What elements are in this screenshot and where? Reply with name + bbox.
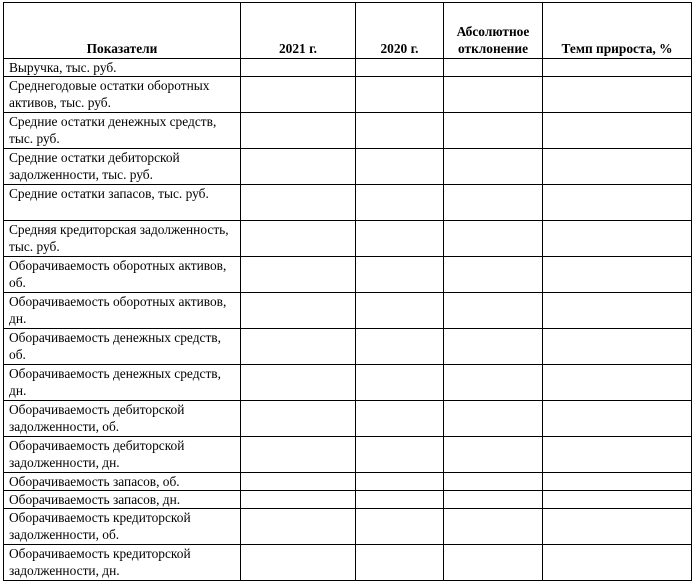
value-2021-cell[interactable] [241,77,356,113]
indicator-name-cell: Оборачиваемость оборотных активов, об. [4,257,241,293]
growth-rate-cell[interactable] [543,329,692,365]
table-row [4,545,692,581]
growth-rate-cell[interactable] [543,491,692,509]
table-row [4,365,692,401]
indicator-name-cell: Оборачиваемость оборотных активов, дн. [4,293,241,329]
value-2020-cell[interactable] [356,509,444,545]
value-2020-cell[interactable] [356,293,444,329]
header-2021: 2021 г. [241,3,356,59]
value-2021-cell[interactable] [241,185,356,221]
absolute-deviation-cell[interactable] [444,257,543,293]
value-2020-cell[interactable] [356,257,444,293]
absolute-deviation-cell[interactable] [444,491,543,509]
value-2020-cell[interactable] [356,473,444,491]
table-row [4,473,692,491]
growth-rate-cell[interactable] [543,257,692,293]
table-row [4,149,692,185]
table-row [4,509,692,545]
indicator-name-cell: Оборачиваемость запасов, дн. [4,491,241,509]
header-row [4,3,692,59]
document-page [3,2,692,581]
indicator-name-cell: Оборачиваемость запасов, об. [4,473,241,491]
absolute-deviation-cell[interactable] [444,59,543,77]
table-row [4,257,692,293]
value-2021-cell[interactable] [241,221,356,257]
growth-rate-cell[interactable] [543,185,692,221]
absolute-deviation-cell[interactable] [444,401,543,437]
value-2020-cell[interactable] [356,437,444,473]
indicator-name-cell: Оборачиваемость денежных средств, дн. [4,365,241,401]
value-2021-cell[interactable] [241,113,356,149]
growth-rate-cell[interactable] [543,77,692,113]
table-row [4,401,692,437]
growth-rate-cell[interactable] [543,293,692,329]
value-2020-cell[interactable] [356,59,444,77]
value-2021-cell[interactable] [241,365,356,401]
value-2020-cell[interactable] [356,185,444,221]
absolute-deviation-cell[interactable] [444,545,543,581]
table-row [4,185,692,221]
value-2020-cell[interactable] [356,77,444,113]
value-2021-cell[interactable] [241,257,356,293]
indicator-name-cell: Оборачиваемость дебиторской задолженности, дн. [4,437,241,473]
indicator-name-cell: Среднегодовые остатки оборотных активов, тыс. руб. [4,77,241,113]
absolute-deviation-cell[interactable] [444,329,543,365]
value-2021-cell[interactable] [241,473,356,491]
header-absolute-deviation: Абсолютное отклонение [444,3,543,59]
table-row [4,293,692,329]
indicator-name-cell: Средние остатки запасов, тыс. руб. [4,185,241,221]
growth-rate-cell[interactable] [543,473,692,491]
indicator-name-cell: Выручка, тыс. руб. [4,59,241,77]
value-2020-cell[interactable] [356,149,444,185]
value-2021-cell[interactable] [241,59,356,77]
absolute-deviation-cell[interactable] [444,473,543,491]
table-row [4,59,692,77]
growth-rate-cell[interactable] [543,509,692,545]
table-row [4,221,692,257]
value-2020-cell[interactable] [356,221,444,257]
indicator-name-cell: Оборачиваемость кредиторской задолженности, дн. [4,545,241,581]
absolute-deviation-cell[interactable] [444,185,543,221]
value-2020-cell[interactable] [356,401,444,437]
value-2021-cell[interactable] [241,545,356,581]
absolute-deviation-cell[interactable] [444,293,543,329]
table-row [4,77,692,113]
value-2021-cell[interactable] [241,437,356,473]
absolute-deviation-cell[interactable] [444,113,543,149]
absolute-deviation-cell[interactable] [444,509,543,545]
indicator-name-cell: Средние остатки дебиторской задолженности, тыс. руб. [4,149,241,185]
indicator-name-cell: Оборачиваемость кредиторской задолженности, об. [4,509,241,545]
growth-rate-cell[interactable] [543,149,692,185]
value-2021-cell[interactable] [241,329,356,365]
header-growth-rate: Темп прироста, % [543,3,692,59]
growth-rate-cell[interactable] [543,221,692,257]
value-2020-cell[interactable] [356,113,444,149]
value-2020-cell[interactable] [356,365,444,401]
absolute-deviation-cell[interactable] [444,365,543,401]
value-2021-cell[interactable] [241,401,356,437]
table-row [4,329,692,365]
table-row [4,491,692,509]
growth-rate-cell[interactable] [543,437,692,473]
header-indicators: Показатели [4,3,241,59]
absolute-deviation-cell[interactable] [444,149,543,185]
indicator-name-cell: Средняя кредиторская задолженность, тыс. руб. [4,221,241,257]
value-2020-cell[interactable] [356,545,444,581]
growth-rate-cell[interactable] [543,401,692,437]
indicators-table [3,2,692,581]
value-2021-cell[interactable] [241,293,356,329]
value-2021-cell[interactable] [241,509,356,545]
value-2020-cell[interactable] [356,329,444,365]
indicator-name-cell: Оборачиваемость дебиторской задолженности, об. [4,401,241,437]
indicator-name-cell: Средние остатки денежных средств, тыс. руб. [4,113,241,149]
indicator-name-cell: Оборачиваемость денежных средств, об. [4,329,241,365]
table-row [4,437,692,473]
growth-rate-cell[interactable] [543,59,692,77]
growth-rate-cell[interactable] [543,545,692,581]
value-2020-cell[interactable] [356,491,444,509]
growth-rate-cell[interactable] [543,113,692,149]
value-2021-cell[interactable] [241,491,356,509]
growth-rate-cell[interactable] [543,365,692,401]
absolute-deviation-cell[interactable] [444,221,543,257]
table-body [4,59,692,581]
header-2020: 2020 г. [356,3,444,59]
absolute-deviation-cell[interactable] [444,437,543,473]
table-row [4,113,692,149]
absolute-deviation-cell[interactable] [444,77,543,113]
value-2021-cell[interactable] [241,149,356,185]
